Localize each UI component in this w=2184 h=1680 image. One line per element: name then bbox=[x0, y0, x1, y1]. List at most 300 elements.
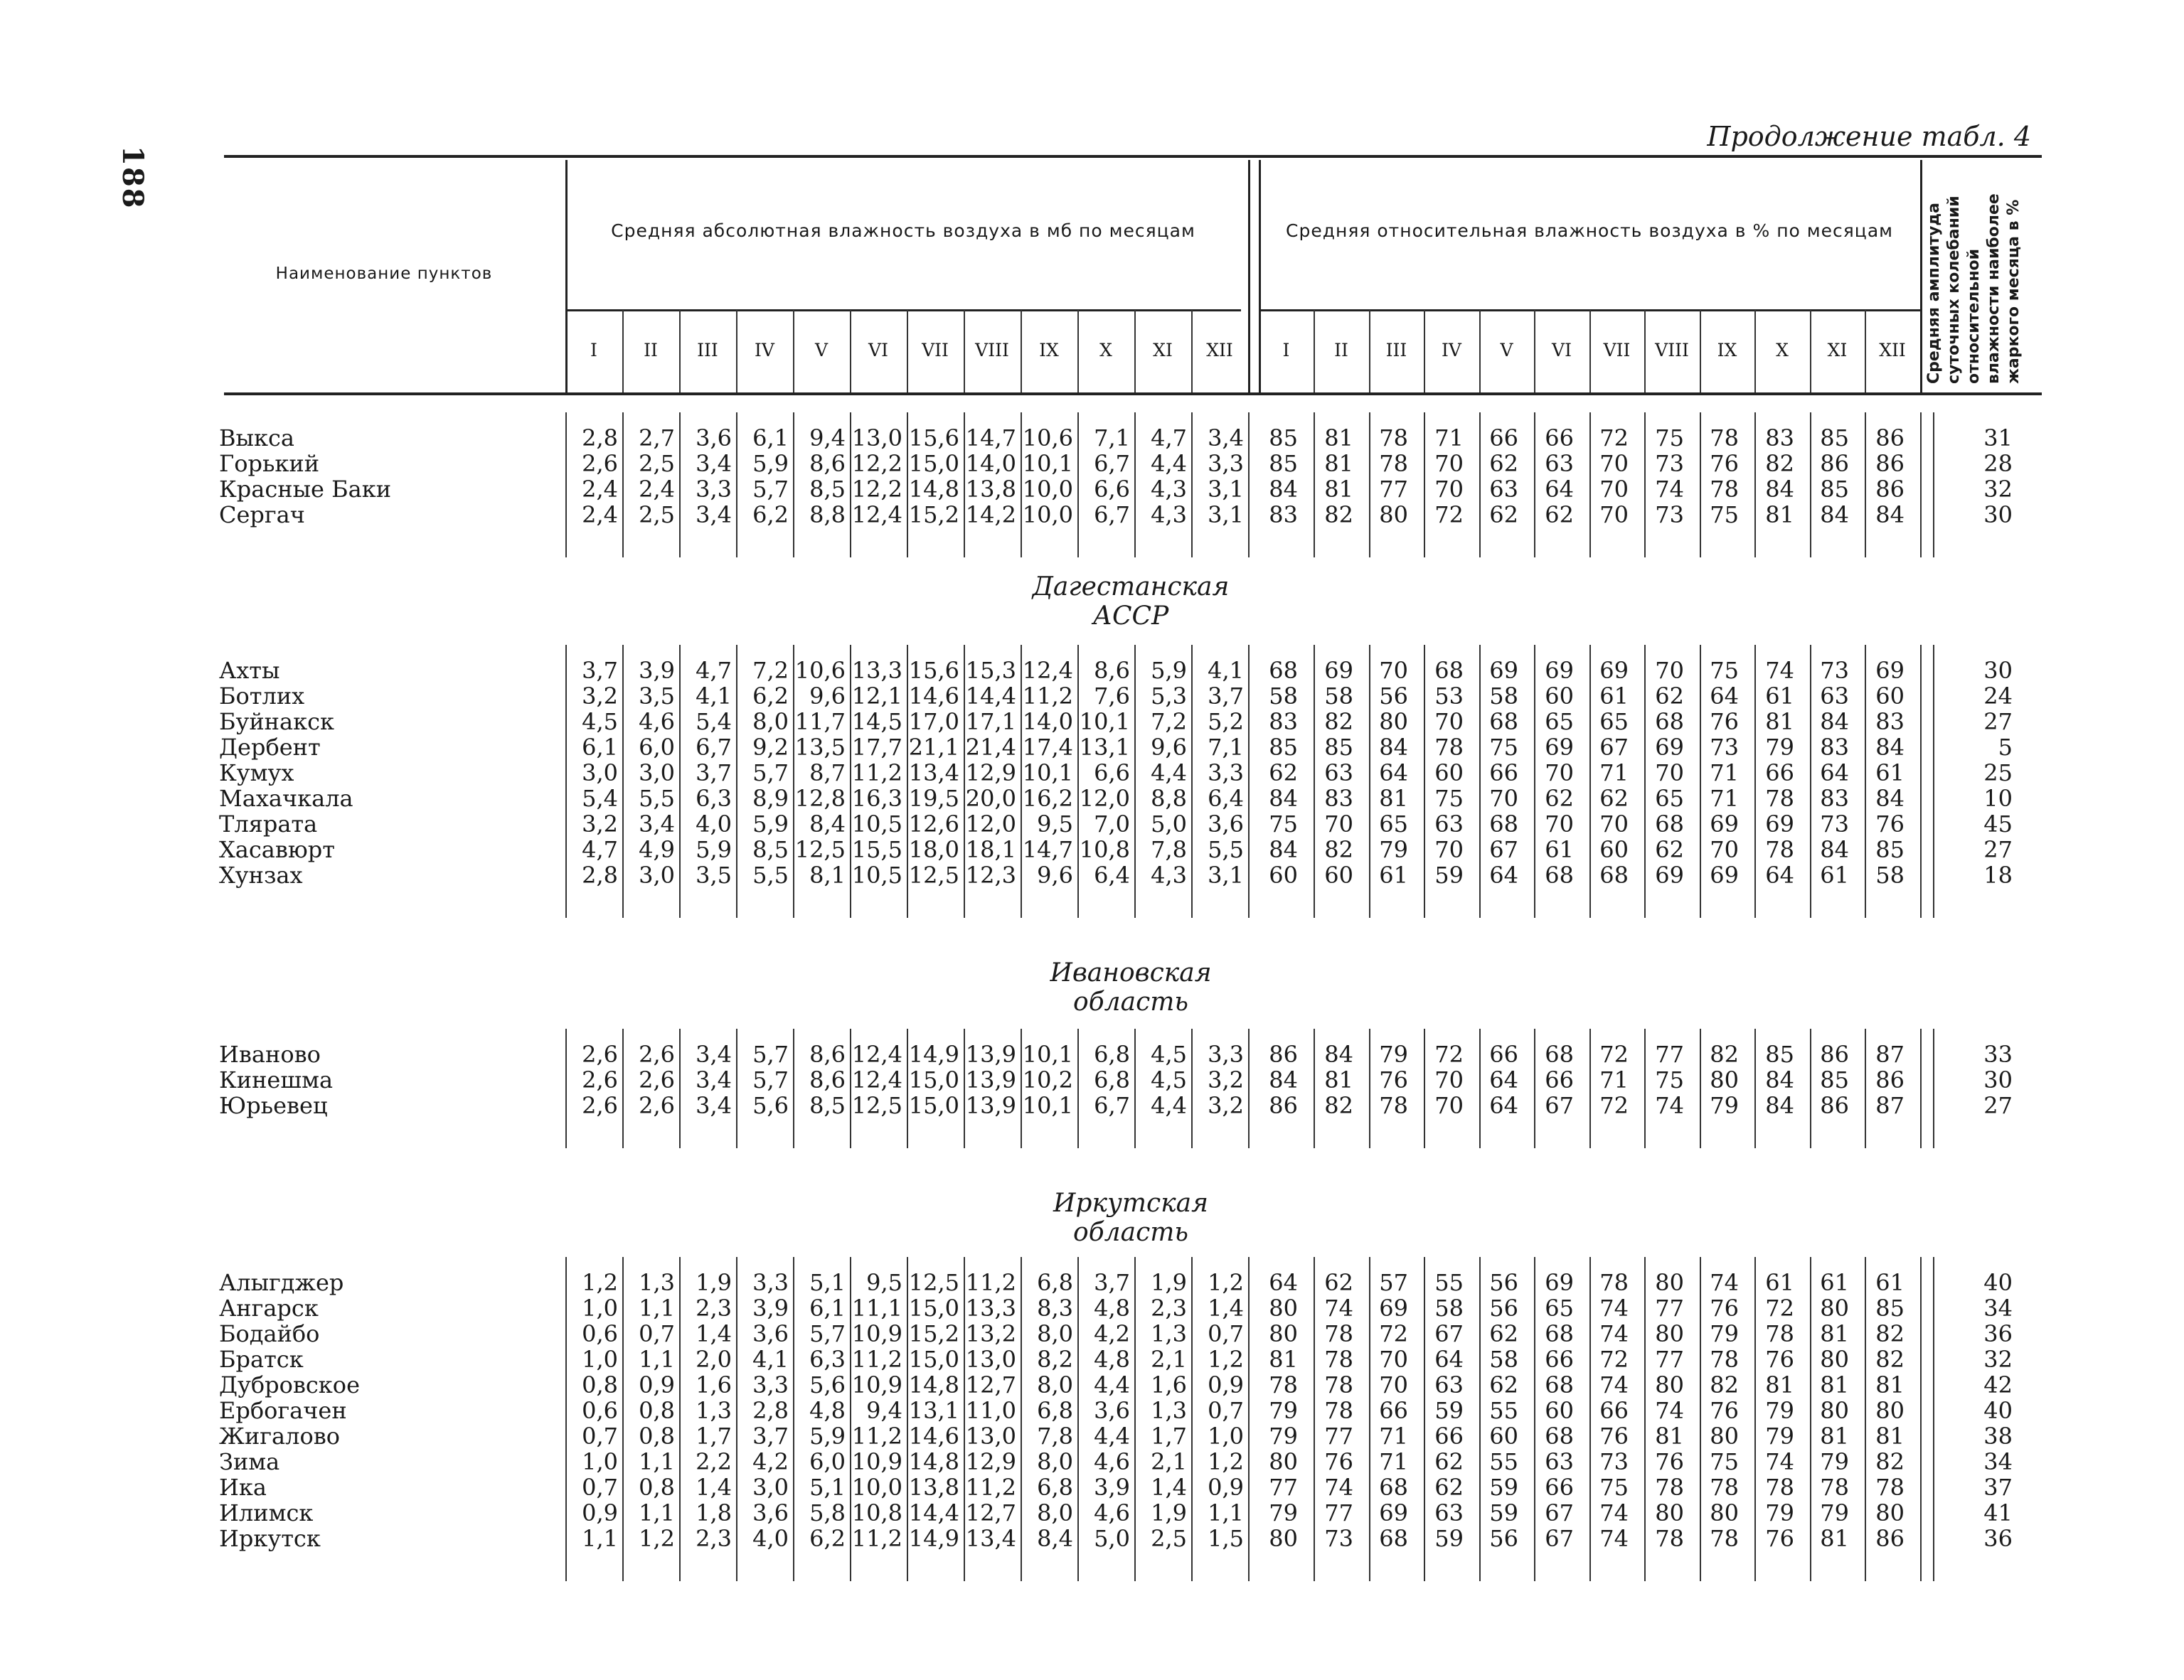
rel-humidity-cell: 79 bbox=[1765, 1423, 1794, 1450]
rel-humidity-cell: 59 bbox=[1434, 1525, 1464, 1552]
rel-humidity-cell: 83 bbox=[1820, 785, 1849, 812]
abs-humidity-cell: 1,9 bbox=[1151, 1269, 1187, 1296]
abs-humidity-cell: 1,4 bbox=[696, 1474, 732, 1501]
abs-humidity-cell: 21,4 bbox=[965, 734, 1016, 761]
rel-month-XI: XI bbox=[1827, 340, 1848, 360]
abs-humidity-cell: 1,3 bbox=[696, 1397, 732, 1424]
abs-month-IV: IV bbox=[755, 340, 774, 360]
abs-humidity-cell: 1,7 bbox=[1151, 1423, 1187, 1450]
abs-humidity-cell: 9,4 bbox=[866, 1397, 902, 1424]
abs-humidity-cell: 4,0 bbox=[752, 1525, 789, 1552]
amplitude-cell: 41 bbox=[1983, 1499, 2013, 1526]
rel-humidity-cell: 69 bbox=[1875, 657, 1905, 684]
abs-humidity-cell: 3,6 bbox=[752, 1499, 789, 1526]
abs-humidity-cell: 13,3 bbox=[851, 657, 902, 684]
station-name: Буйнакск bbox=[219, 708, 334, 735]
rel-humidity-cell: 68 bbox=[1489, 708, 1518, 735]
abs-humidity-cell: 1,5 bbox=[1208, 1525, 1244, 1552]
rel-humidity-cell: 79 bbox=[1379, 836, 1408, 863]
rel-column-divider bbox=[1589, 310, 1591, 393]
abs-humidity-cell: 17,4 bbox=[1022, 734, 1073, 761]
abs-humidity-cell: 10,1 bbox=[1022, 759, 1073, 786]
rel-humidity-cell: 66 bbox=[1489, 1041, 1518, 1068]
abs-humidity-cell: 6,6 bbox=[1094, 759, 1130, 786]
rel-humidity-cell: 71 bbox=[1599, 1066, 1629, 1093]
abs-humidity-cell: 12,7 bbox=[965, 1371, 1016, 1398]
rel-humidity-cell: 70 bbox=[1655, 759, 1684, 786]
rel-humidity-cell: 68 bbox=[1545, 1041, 1574, 1068]
amplitude-cell: 45 bbox=[1983, 810, 2013, 838]
abs-humidity-cell: 10,1 bbox=[1022, 1041, 1073, 1068]
abs-humidity-cell: 5,6 bbox=[752, 1092, 789, 1119]
abs-column-divider bbox=[1077, 310, 1079, 393]
abs-humidity-cell: 4,1 bbox=[1208, 657, 1244, 684]
rel-humidity-cell: 86 bbox=[1875, 476, 1905, 503]
station-name: Илимск bbox=[219, 1499, 314, 1526]
abs-humidity-cell: 0,7 bbox=[582, 1474, 618, 1501]
abs-humidity-cell: 2,6 bbox=[582, 1092, 618, 1119]
abs-humidity-cell: 1,3 bbox=[1151, 1320, 1187, 1347]
abs-humidity-cell: 9,2 bbox=[752, 734, 789, 761]
abs-humidity-cell: 1,1 bbox=[639, 1499, 675, 1526]
abs-humidity-cell: 8,3 bbox=[1037, 1295, 1073, 1322]
station-name: Жигалово bbox=[219, 1423, 340, 1450]
rel-month-IX: IX bbox=[1717, 340, 1737, 360]
rel-humidity-cell: 66 bbox=[1765, 759, 1794, 786]
abs-humidity-cell: 10,1 bbox=[1079, 708, 1130, 735]
abs-humidity-cell: 2,8 bbox=[582, 862, 618, 889]
abs-humidity-cell: 4,5 bbox=[1151, 1066, 1187, 1093]
rel-humidity-cell: 86 bbox=[1820, 1041, 1849, 1068]
abs-humidity-cell: 5,5 bbox=[1208, 836, 1244, 863]
rel-humidity-cell: 84 bbox=[1875, 785, 1905, 812]
abs-humidity-cell: 2,5 bbox=[639, 450, 675, 477]
abs-humidity-cell: 5,7 bbox=[752, 1066, 789, 1093]
abs-humidity-cell: 2,6 bbox=[639, 1041, 675, 1068]
amplitude-cell: 32 bbox=[1983, 1346, 2013, 1373]
rel-humidity-cell: 77 bbox=[1655, 1295, 1684, 1322]
rel-humidity-cell: 80 bbox=[1820, 1397, 1849, 1424]
rel-humidity-cell: 81 bbox=[1655, 1423, 1684, 1450]
abs-humidity-cell: 8,1 bbox=[809, 862, 846, 889]
abs-humidity-cell: 10,5 bbox=[851, 810, 902, 838]
rel-humidity-cell: 80 bbox=[1710, 1499, 1739, 1526]
abs-humidity-cell: 11,2 bbox=[851, 759, 902, 786]
header-rel-humidity: Средняя относительная влажность воздуха в % по месяцам bbox=[1286, 220, 1893, 241]
abs-humidity-cell: 6,7 bbox=[1094, 450, 1130, 477]
amplitude-cell: 33 bbox=[1983, 1041, 2013, 1068]
rel-humidity-cell: 77 bbox=[1655, 1346, 1684, 1373]
abs-humidity-cell: 12,5 bbox=[908, 862, 959, 889]
abs-month-XII: XII bbox=[1206, 340, 1233, 360]
station-name: Зима bbox=[219, 1448, 280, 1475]
rel-humidity-cell: 69 bbox=[1379, 1499, 1408, 1526]
rel-humidity-cell: 65 bbox=[1655, 785, 1684, 812]
abs-humidity-cell: 1,4 bbox=[1208, 1295, 1244, 1322]
abs-humidity-cell: 3,1 bbox=[1208, 476, 1244, 503]
abs-humidity-cell: 11,2 bbox=[1022, 683, 1073, 710]
abs-humidity-cell: 13,1 bbox=[908, 1397, 959, 1424]
abs-humidity-cell: 8,0 bbox=[1037, 1499, 1073, 1526]
abs-humidity-cell: 8,2 bbox=[1037, 1346, 1073, 1373]
rel-humidity-cell: 82 bbox=[1324, 836, 1353, 863]
rel-humidity-cell: 79 bbox=[1765, 734, 1794, 761]
abs-humidity-cell: 2,2 bbox=[696, 1448, 732, 1475]
rel-humidity-cell: 80 bbox=[1655, 1269, 1684, 1296]
rel-humidity-cell: 64 bbox=[1269, 1269, 1298, 1296]
abs-humidity-cell: 14,0 bbox=[965, 450, 1016, 477]
rel-humidity-cell: 74 bbox=[1599, 1295, 1629, 1322]
rel-column-divider bbox=[1644, 310, 1646, 393]
rel-humidity-cell: 84 bbox=[1820, 501, 1849, 528]
rel-humidity-cell: 79 bbox=[1710, 1092, 1739, 1119]
rel-humidity-cell: 80 bbox=[1655, 1499, 1684, 1526]
rel-humidity-cell: 60 bbox=[1599, 836, 1629, 863]
rel-humidity-cell: 64 bbox=[1710, 683, 1739, 710]
rel-humidity-cell: 78 bbox=[1710, 1474, 1739, 1501]
rel-humidity-cell: 62 bbox=[1655, 683, 1684, 710]
rel-humidity-cell: 85 bbox=[1820, 1066, 1849, 1093]
abs-humidity-cell: 5,8 bbox=[809, 1499, 846, 1526]
abs-humidity-cell: 5,9 bbox=[696, 836, 732, 863]
rel-humidity-cell: 74 bbox=[1599, 1320, 1629, 1347]
abs-humidity-cell: 3,9 bbox=[1094, 1474, 1130, 1501]
abs-humidity-cell: 1,2 bbox=[1208, 1269, 1244, 1296]
rel-humidity-cell: 80 bbox=[1655, 1371, 1684, 1398]
abs-column-divider bbox=[1191, 310, 1193, 393]
abs-humidity-cell: 3,7 bbox=[696, 759, 732, 786]
rel-humidity-cell: 70 bbox=[1545, 759, 1574, 786]
rel-humidity-cell: 78 bbox=[1655, 1525, 1684, 1552]
rel-humidity-cell: 60 bbox=[1545, 1397, 1574, 1424]
abs-humidity-cell: 1,0 bbox=[1208, 1423, 1244, 1450]
rel-humidity-cell: 78 bbox=[1765, 836, 1794, 863]
amplitude-cell: 38 bbox=[1983, 1423, 2013, 1450]
rel-humidity-cell: 74 bbox=[1655, 1092, 1684, 1119]
abs-humidity-cell: 8,6 bbox=[809, 1066, 846, 1093]
abs-humidity-cell: 12,5 bbox=[851, 1092, 902, 1119]
abs-humidity-cell: 3,3 bbox=[696, 476, 732, 503]
rel-humidity-cell: 82 bbox=[1324, 1092, 1353, 1119]
rel-humidity-cell: 62 bbox=[1489, 450, 1518, 477]
continuation-caption: Продолжение табл. 4 bbox=[1707, 121, 2031, 152]
rel-humidity-cell: 80 bbox=[1655, 1320, 1684, 1347]
rel-humidity-cell: 75 bbox=[1434, 785, 1464, 812]
abs-month-VII: VII bbox=[922, 340, 949, 360]
rel-humidity-cell: 79 bbox=[1820, 1499, 1849, 1526]
abs-humidity-cell: 11,2 bbox=[851, 1525, 902, 1552]
station-name: Кинешма bbox=[219, 1066, 334, 1093]
rel-humidity-cell: 69 bbox=[1765, 810, 1794, 838]
abs-humidity-cell: 1,1 bbox=[639, 1346, 675, 1373]
abs-humidity-cell: 3,3 bbox=[752, 1269, 789, 1296]
rel-column-divider bbox=[1259, 160, 1261, 393]
rel-humidity-cell: 70 bbox=[1599, 501, 1629, 528]
abs-humidity-cell: 2,6 bbox=[582, 450, 618, 477]
rel-column-divider bbox=[1534, 310, 1535, 393]
abs-humidity-cell: 2,5 bbox=[1151, 1525, 1187, 1552]
rel-humidity-cell: 79 bbox=[1269, 1423, 1298, 1450]
abs-humidity-cell: 7,8 bbox=[1037, 1423, 1073, 1450]
rel-humidity-cell: 81 bbox=[1765, 1371, 1794, 1398]
abs-humidity-cell: 13,8 bbox=[908, 1474, 959, 1501]
rel-humidity-cell: 66 bbox=[1545, 424, 1574, 451]
rel-humidity-cell: 86 bbox=[1875, 1525, 1905, 1552]
abs-humidity-cell: 10,2 bbox=[1022, 1066, 1073, 1093]
rel-humidity-cell: 82 bbox=[1324, 708, 1353, 735]
abs-humidity-cell: 6,2 bbox=[752, 683, 789, 710]
rel-humidity-cell: 79 bbox=[1269, 1499, 1298, 1526]
abs-humidity-cell: 1,6 bbox=[696, 1371, 732, 1398]
abs-humidity-cell: 3,7 bbox=[582, 657, 618, 684]
rel-humidity-cell: 61 bbox=[1820, 1269, 1849, 1296]
rel-humidity-cell: 71 bbox=[1379, 1448, 1408, 1475]
column-divider bbox=[1933, 412, 1934, 557]
rel-humidity-cell: 80 bbox=[1269, 1295, 1298, 1322]
rel-humidity-cell: 67 bbox=[1434, 1320, 1464, 1347]
column-divider bbox=[1248, 1029, 1250, 1148]
abs-humidity-cell: 15,6 bbox=[908, 424, 959, 451]
abs-humidity-cell: 4,7 bbox=[1151, 424, 1187, 451]
abs-month-XI: XI bbox=[1153, 340, 1173, 360]
rel-humidity-cell: 84 bbox=[1765, 1092, 1794, 1119]
abs-humidity-cell: 7,1 bbox=[1094, 424, 1130, 451]
rel-humidity-cell: 78 bbox=[1599, 1269, 1629, 1296]
abs-humidity-cell: 12,2 bbox=[851, 450, 902, 477]
abs-humidity-cell: 3,2 bbox=[582, 683, 618, 710]
abs-humidity-cell: 4,4 bbox=[1094, 1423, 1130, 1450]
rel-humidity-cell: 70 bbox=[1434, 1092, 1464, 1119]
abs-humidity-cell: 7,1 bbox=[1208, 734, 1244, 761]
abs-humidity-cell: 8,8 bbox=[809, 501, 846, 528]
abs-humidity-cell: 10,9 bbox=[851, 1320, 902, 1347]
amplitude-cell: 25 bbox=[1983, 759, 2013, 786]
abs-humidity-cell: 5,4 bbox=[582, 785, 618, 812]
rel-humidity-cell: 85 bbox=[1820, 476, 1849, 503]
rel-humidity-cell: 76 bbox=[1710, 1397, 1739, 1424]
abs-humidity-cell: 17,7 bbox=[851, 734, 902, 761]
rel-humidity-cell: 75 bbox=[1655, 424, 1684, 451]
rel-humidity-cell: 86 bbox=[1875, 450, 1905, 477]
abs-humidity-cell: 4,1 bbox=[696, 683, 732, 710]
abs-humidity-cell: 3,9 bbox=[752, 1295, 789, 1322]
amplitude-cell: 27 bbox=[1983, 708, 2013, 735]
column-divider bbox=[1248, 412, 1250, 557]
rel-humidity-cell: 70 bbox=[1434, 708, 1464, 735]
rel-humidity-cell: 85 bbox=[1269, 450, 1298, 477]
rel-humidity-cell: 63 bbox=[1324, 759, 1353, 786]
rel-humidity-cell: 74 bbox=[1599, 1525, 1629, 1552]
rel-humidity-cell: 78 bbox=[1324, 1346, 1353, 1373]
rel-humidity-cell: 67 bbox=[1599, 734, 1629, 761]
rel-humidity-cell: 84 bbox=[1820, 836, 1849, 863]
rel-month-III: III bbox=[1385, 340, 1407, 360]
abs-humidity-cell: 9,6 bbox=[1151, 734, 1187, 761]
rel-humidity-cell: 81 bbox=[1765, 708, 1794, 735]
rel-humidity-cell: 69 bbox=[1379, 1295, 1408, 1322]
abs-subrule bbox=[565, 309, 1241, 311]
abs-humidity-cell: 5,7 bbox=[752, 759, 789, 786]
rel-humidity-cell: 71 bbox=[1379, 1423, 1408, 1450]
abs-humidity-cell: 8,0 bbox=[752, 708, 789, 735]
rel-humidity-cell: 78 bbox=[1710, 476, 1739, 503]
rel-humidity-cell: 80 bbox=[1820, 1346, 1849, 1373]
rel-humidity-cell: 63 bbox=[1489, 476, 1518, 503]
abs-humidity-cell: 4,9 bbox=[639, 836, 675, 863]
rel-humidity-cell: 69 bbox=[1545, 734, 1574, 761]
rel-month-I: I bbox=[1282, 340, 1290, 360]
page-number: 188 bbox=[116, 146, 149, 210]
rel-humidity-cell: 63 bbox=[1434, 1371, 1464, 1398]
rel-humidity-cell: 59 bbox=[1434, 862, 1464, 889]
rel-humidity-cell: 87 bbox=[1875, 1041, 1905, 1068]
abs-humidity-cell: 12,4 bbox=[851, 501, 902, 528]
rel-humidity-cell: 61 bbox=[1765, 683, 1794, 710]
abs-humidity-cell: 4,4 bbox=[1151, 759, 1187, 786]
rel-humidity-cell: 81 bbox=[1324, 476, 1353, 503]
abs-humidity-cell: 13,0 bbox=[851, 424, 902, 451]
abs-humidity-cell: 1,0 bbox=[582, 1295, 618, 1322]
rel-humidity-cell: 72 bbox=[1434, 501, 1464, 528]
rel-humidity-cell: 68 bbox=[1545, 1320, 1574, 1347]
rel-humidity-cell: 68 bbox=[1545, 862, 1574, 889]
abs-humidity-cell: 4,2 bbox=[1094, 1320, 1130, 1347]
rel-humidity-cell: 80 bbox=[1820, 1295, 1849, 1322]
abs-humidity-cell: 13,0 bbox=[965, 1423, 1016, 1450]
abs-humidity-cell: 5,4 bbox=[696, 708, 732, 735]
abs-column-divider bbox=[622, 310, 624, 393]
rel-humidity-cell: 62 bbox=[1545, 501, 1574, 528]
abs-humidity-cell: 4,8 bbox=[809, 1397, 846, 1424]
abs-humidity-cell: 12,4 bbox=[1022, 657, 1073, 684]
station-name: Махачкала bbox=[219, 785, 353, 812]
abs-humidity-cell: 11,2 bbox=[965, 1269, 1016, 1296]
abs-humidity-cell: 6,8 bbox=[1037, 1397, 1073, 1424]
rel-humidity-cell: 62 bbox=[1324, 1269, 1353, 1296]
amplitude-cell: 36 bbox=[1983, 1525, 2013, 1552]
rel-humidity-cell: 69 bbox=[1545, 1269, 1574, 1296]
rel-humidity-cell: 78 bbox=[1324, 1371, 1353, 1398]
rel-humidity-cell: 72 bbox=[1379, 1320, 1408, 1347]
abs-humidity-cell: 8,6 bbox=[809, 450, 846, 477]
abs-humidity-cell: 6,1 bbox=[809, 1295, 846, 1322]
rel-humidity-cell: 78 bbox=[1434, 734, 1464, 761]
abs-humidity-cell: 3,0 bbox=[752, 1474, 789, 1501]
rel-humidity-cell: 81 bbox=[1324, 424, 1353, 451]
abs-humidity-cell: 10,8 bbox=[851, 1499, 902, 1526]
rel-humidity-cell: 72 bbox=[1599, 1346, 1629, 1373]
abs-humidity-cell: 13,1 bbox=[1079, 734, 1130, 761]
rel-humidity-cell: 74 bbox=[1599, 1371, 1629, 1398]
abs-humidity-cell: 14,7 bbox=[1022, 836, 1073, 863]
rel-humidity-cell: 78 bbox=[1324, 1397, 1353, 1424]
abs-humidity-cell: 0,6 bbox=[582, 1320, 618, 1347]
abs-humidity-cell: 12,7 bbox=[965, 1499, 1016, 1526]
abs-column-divider bbox=[907, 310, 908, 393]
rel-humidity-cell: 73 bbox=[1820, 810, 1849, 838]
abs-humidity-cell: 8,9 bbox=[752, 785, 789, 812]
rel-humidity-cell: 63 bbox=[1434, 1499, 1464, 1526]
rel-column-divider bbox=[1700, 310, 1701, 393]
abs-humidity-cell: 2,1 bbox=[1151, 1448, 1187, 1475]
abs-humidity-cell: 2,6 bbox=[639, 1092, 675, 1119]
rel-humidity-cell: 81 bbox=[1820, 1320, 1849, 1347]
abs-humidity-cell: 12,6 bbox=[908, 810, 959, 838]
abs-humidity-cell: 0,9 bbox=[639, 1371, 675, 1398]
abs-humidity-cell: 1,2 bbox=[1208, 1346, 1244, 1373]
abs-humidity-cell: 13,4 bbox=[908, 759, 959, 786]
abs-humidity-cell: 2,6 bbox=[582, 1066, 618, 1093]
rel-humidity-cell: 84 bbox=[1269, 836, 1298, 863]
abs-month-VI: VI bbox=[868, 340, 888, 360]
rel-humidity-cell: 84 bbox=[1820, 708, 1849, 735]
abs-humidity-cell: 1,1 bbox=[1208, 1499, 1244, 1526]
abs-humidity-cell: 12,9 bbox=[965, 759, 1016, 786]
rel-humidity-cell: 61 bbox=[1820, 862, 1849, 889]
rel-humidity-cell: 57 bbox=[1379, 1269, 1408, 1296]
rel-humidity-cell: 75 bbox=[1710, 501, 1739, 528]
rel-humidity-cell: 78 bbox=[1710, 1346, 1739, 1373]
abs-humidity-cell: 6,7 bbox=[1094, 1092, 1130, 1119]
rel-humidity-cell: 85 bbox=[1765, 1041, 1794, 1068]
station-name: Красные Баки bbox=[219, 476, 392, 503]
abs-humidity-cell: 14,9 bbox=[908, 1041, 959, 1068]
rel-humidity-cell: 68 bbox=[1655, 810, 1684, 838]
section-title: Дагестанская АССР bbox=[1032, 572, 1230, 631]
abs-month-VIII: VIII bbox=[975, 340, 1009, 360]
abs-humidity-cell: 18,0 bbox=[908, 836, 959, 863]
abs-humidity-cell: 11,2 bbox=[851, 1346, 902, 1373]
rel-humidity-cell: 74 bbox=[1765, 657, 1794, 684]
abs-humidity-cell: 0,7 bbox=[639, 1320, 675, 1347]
rel-humidity-cell: 82 bbox=[1324, 501, 1353, 528]
rel-humidity-cell: 86 bbox=[1269, 1041, 1298, 1068]
abs-humidity-cell: 1,2 bbox=[639, 1525, 675, 1552]
rel-humidity-cell: 75 bbox=[1710, 1448, 1739, 1475]
rel-humidity-cell: 63 bbox=[1820, 683, 1849, 710]
abs-humidity-cell: 12,0 bbox=[1079, 785, 1130, 812]
rel-humidity-cell: 83 bbox=[1269, 708, 1298, 735]
abs-humidity-cell: 11,2 bbox=[851, 1423, 902, 1450]
abs-month-X: X bbox=[1099, 340, 1112, 360]
abs-humidity-cell: 5,9 bbox=[1151, 657, 1187, 684]
rel-humidity-cell: 77 bbox=[1324, 1423, 1353, 1450]
abs-humidity-cell: 3,6 bbox=[1094, 1397, 1130, 1424]
abs-humidity-cell: 5,9 bbox=[752, 810, 789, 838]
rel-humidity-cell: 85 bbox=[1820, 424, 1849, 451]
rel-humidity-cell: 78 bbox=[1710, 424, 1739, 451]
abs-column-divider bbox=[964, 310, 965, 393]
rel-humidity-cell: 80 bbox=[1269, 1448, 1298, 1475]
rel-humidity-cell: 66 bbox=[1489, 759, 1518, 786]
abs-column-divider bbox=[679, 310, 681, 393]
rel-humidity-cell: 62 bbox=[1269, 759, 1298, 786]
abs-humidity-cell: 4,8 bbox=[1094, 1295, 1130, 1322]
rel-humidity-cell: 86 bbox=[1875, 424, 1905, 451]
abs-humidity-cell: 0,9 bbox=[582, 1499, 618, 1526]
rel-column-divider bbox=[1920, 160, 1922, 393]
rel-humidity-cell: 70 bbox=[1379, 657, 1408, 684]
abs-humidity-cell: 12,0 bbox=[965, 810, 1016, 838]
abs-column-divider bbox=[1021, 310, 1022, 393]
rel-month-VI: VI bbox=[1552, 340, 1572, 360]
rel-column-divider bbox=[1810, 310, 1811, 393]
abs-humidity-cell: 0,8 bbox=[639, 1474, 675, 1501]
rel-humidity-cell: 85 bbox=[1269, 424, 1298, 451]
abs-month-II: II bbox=[644, 340, 658, 360]
abs-humidity-cell: 4,5 bbox=[582, 708, 618, 735]
rel-humidity-cell: 68 bbox=[1599, 862, 1629, 889]
